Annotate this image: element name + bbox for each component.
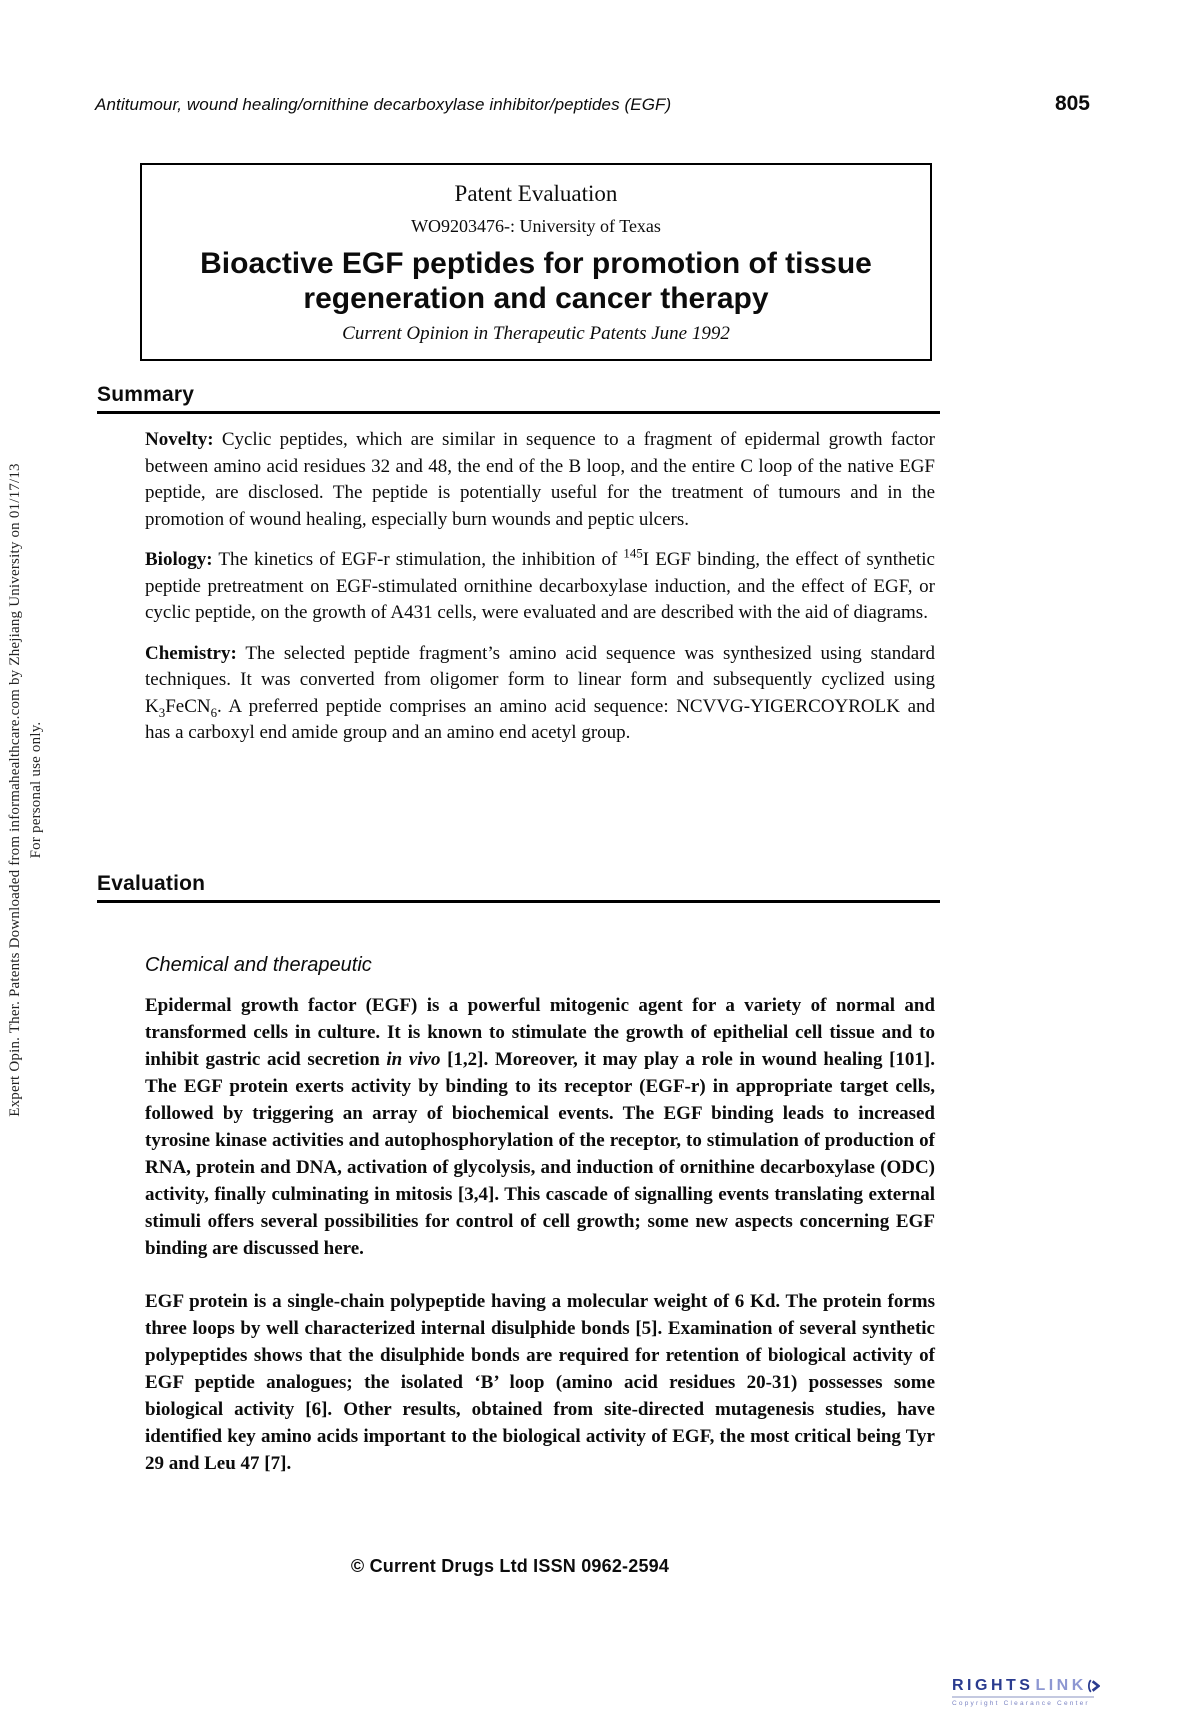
formula-subscript-6: 6 (210, 704, 218, 720)
evaluation-paragraph-2: EGF protein is a single-chain polypeptide having a molecular weight of 6 Kd. The protein forms three loops by well characterized internal disulphide bonds [5]. Examination of several synthetic polypeptides shows that the disulphide bonds are required for retention of biological activity of EGF peptide analogues; the isolated ‘B’ loop (amino acid residues 20-31) possesses some biological activity [6]. Other results, obtained from site-directed mutagenesis studies, have identified key amino acids important to the biological activity of EGF, the most critical being Tyr 29 and Leu 47 [7]. (145, 1291, 935, 1474)
isotope-superscript: 145 (623, 545, 643, 561)
evaluation-paragraph-1 (145, 992, 935, 1262)
summary-heading-text: Summary (97, 383, 195, 406)
document-type-label: Patent Evaluation (454, 181, 618, 206)
rightslink-brand-link: LINK (1035, 1677, 1087, 1694)
chemistry-text-part3: . A preferred peptide comprises an amino acid sequence: NCVVG-YIGERCOYROLK and has a carboxyl end amide group and an amino end acetyl group. (145, 695, 935, 743)
biology-text-part2: I EGF binding, the effect of synthetic peptide pretreatment on EGF-stimulated ornithine decarboxylase induction, and the effect of EGF, or cyclic peptide, on the growth of A431 cells, were evaluated and are described with the aid of diagrams. (145, 549, 935, 623)
biology-label: Biology: (145, 549, 213, 570)
rightslink-brand (952, 1676, 1100, 1696)
article-title: Bioactive EGF peptides for promotion of tissue regeneration and cancer therapy (200, 247, 872, 315)
evaluation-heading-text: Evaluation (97, 872, 206, 895)
title-box (140, 163, 932, 361)
evaluation-section-body (145, 992, 935, 1503)
biology-text-part1: The kinetics of EGF-r stimulation, the inhibition of (218, 549, 624, 570)
novelty-paragraph (145, 427, 935, 533)
rightslink-arrow-icon (1085, 1676, 1100, 1696)
page-number: 805 (1054, 92, 1090, 115)
copyright-footer: © Current Drugs Ltd ISSN 0962-2594 (350, 1556, 670, 1576)
rightslink-tagline: Copyright Clearance Center (952, 1700, 1090, 1707)
chemistry-label: Chemistry: (145, 642, 237, 664)
rightslink-logo[interactable] (952, 1676, 1100, 1707)
rightslink-brand-rights: RIGHTS (952, 1677, 1034, 1694)
patent-reference: WO9203476-: University of Texas (411, 216, 661, 236)
chemistry-text-part1: The selected peptide fragment’s amino acid sequence was synthesized using standard techniques. It was converted from oligomer form to linear form and subsequently cyclized using K (145, 642, 935, 717)
evaluation-p1-part2: [1,2]. Moreover, it may play a role in wound healing [101]. The EGF protein exerts activity by binding to its receptor (EGF-r) in appropriate target cells, followed by triggering an array of biochemical events. The EGF binding leads to increased tyrosine kinase activities and autophosphorylation of the receptor, to stimulation of production of RNA, protein and DNA, activation of glycolysis, and induction of ornithine decarboxylase (ODC) activity, finally culminating in mitosis [3,4]. This cascade of signalling events translating external stimuli offers several possibilities for control of cell growth; some new aspects concerning EGF binding are discussed here. (145, 1049, 936, 1259)
formula-subscript-3: 3 (158, 704, 166, 720)
novelty-label: Novelty: (145, 429, 214, 450)
evaluation-p1-part1: Epidermal growth factor (EGF) is a powerful mitogenic agent for a variety of normal and transformed cells in culture. It is known to stimulate the growth of epithelial cell tissue and to inhibit gastric acid secretion (145, 995, 935, 1070)
rightslink-underline (952, 1696, 1094, 1698)
sidebar-watermark (5, 440, 49, 1140)
chemistry-text-part2: FeCN (165, 695, 211, 717)
running-head-title: Antitumour, wound healing/ornithine decarboxylase inhibitor/peptides (EGF) (95, 95, 672, 114)
summary-section-body (145, 427, 935, 761)
novelty-text: Cyclic peptides, which are similar in sequence to a fragment of epidermal growth factor between amino acid residues 32 and 48, the end of the B loop, and the entire C loop of the native EGF peptide, are disclosed. The peptide is potentially useful for the treatment of tumours and in the promotion of wound healing, especially burn wounds and peptic ulcers. (145, 429, 935, 530)
evaluation-section-heading (97, 872, 940, 903)
biology-paragraph (145, 547, 935, 627)
summary-section-heading (97, 383, 940, 414)
subsection-heading: Chemical and therapeutic (145, 954, 372, 976)
download-notice-line2: For personal use only. (28, 721, 44, 859)
running-head (95, 92, 1090, 116)
download-notice-line1: Expert Opin. Ther. Patents Downloaded from informahealthcare.com by Zhejiang University on 01/17/13 (7, 463, 23, 1117)
in-vivo-italic: in vivo (386, 1049, 441, 1070)
chemistry-paragraph (145, 641, 935, 747)
journal-citation: Current Opinion in Therapeutic Patents June 1992 (342, 323, 730, 344)
